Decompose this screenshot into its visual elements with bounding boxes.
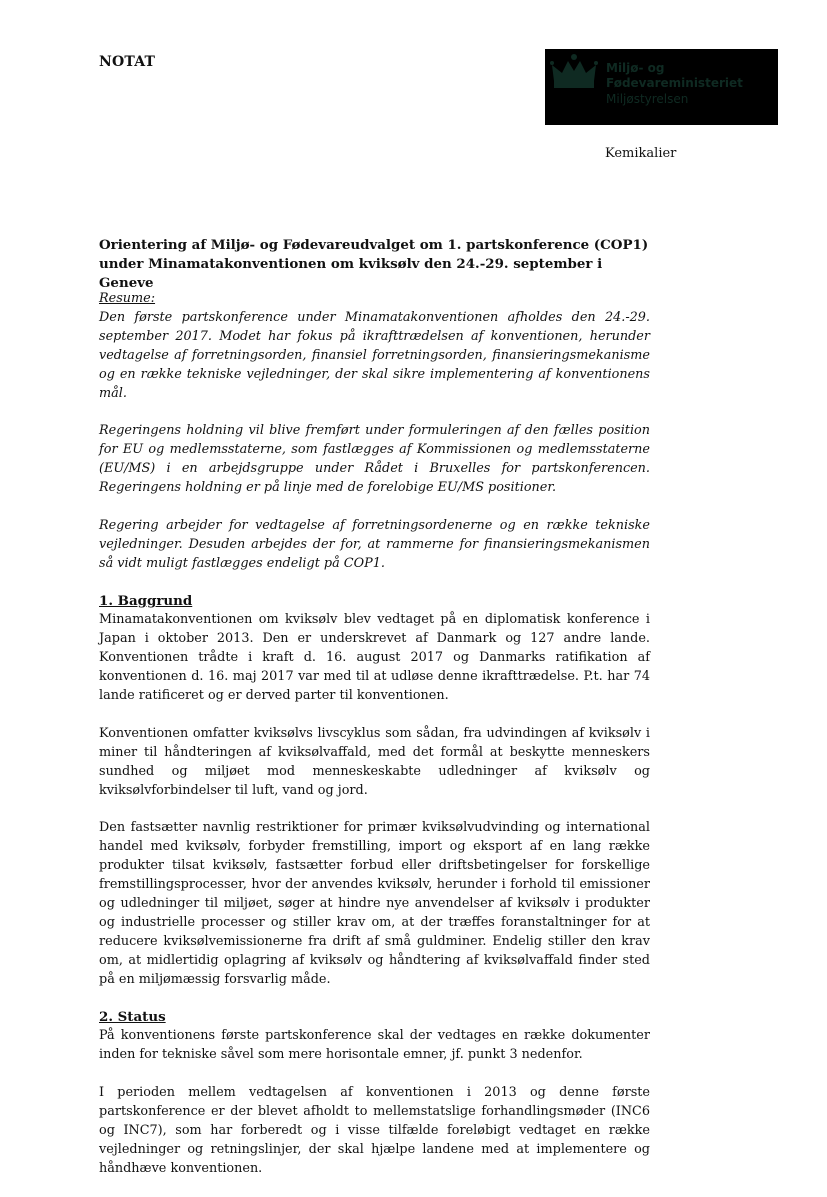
section-paragraph: Den fastsætter navnlig restriktioner for primær kviksølvudvinding og international handel med kviksølv, forbyder fremstilling, import og eksport af en lang række produkter tilsat kviksølv, fastsætter forbud eller driftsbetingelser for forskellige fremstillingsprocesser, hvor der anvendes kviksølv, herunder i forhold til emissioner og udledninger til miljøet, søger at hindre nye anvendelser af kviksølv i produkter og industrielle processer og stiller krav om, at der træffes foranstaltninger for at reducere kviksølvemissionerne fra drift af små guldminer. Endelig stiller den krav om, at midlertidig oplagring af kviksølv og håndtering af kviksølvaffald finder sted på en miljømæssig forsvarlig måde. xyxy=(99,820,650,987)
section-status xyxy=(99,1008,650,1178)
logo-line-3: Miljøstyrelsen xyxy=(606,92,689,106)
ministry-logo xyxy=(545,49,778,125)
section-heading: 2. Status xyxy=(99,1009,166,1026)
section-heading: 1. Baggrund xyxy=(99,593,193,610)
crown-icon xyxy=(548,53,600,93)
resume-section xyxy=(99,290,650,574)
resume-paragraph: Regeringens holdning vil blive fremført under formuleringen af den fælles position for EU og medlemsstaterne, som fastlægges af Kommissionen og medlemsstaterne (EU/MS) i en arbejdsgruppe under Rådet i Bruxelles for partskonferencen. Regeringens holdning er på linje med de forelobige EU/MS positioner. xyxy=(99,423,650,496)
section-paragraph: Minamatakonventionen om kviksølv blev vedtaget på en diplomatisk konference i Japan i oktober 2013. Den er underskrevet af Danmark og 127 andre lande. Konventionen trådte i kraft d. 16. august 2017 og Danmarks ratifikation af konventionen d. 16. maj 2017 var med til at udløse denne ikrafttrædelse. P.t. har 74 lande ratificeret og er derved parter til konventionen. xyxy=(99,612,650,703)
section-paragraph: Konventionen omfatter kviksølvs livscyklus som sådan, fra udvindingen af kviksølv i miner til håndteringen af kviksølvaffald, med det formål at beskytte menneskers sundhed og miljøet mod menneskeskabte udledninger af kviksølv og kviksølvforbindelser til luft, vand og jord. xyxy=(99,725,650,798)
document-title: Orientering af Miljø- og Fødevareudvalget om 1. partskonference (COP1) under Minamatakonventionen om kviksølv den 24.-29. september i Geneve xyxy=(99,237,649,291)
resume-label: Resume: xyxy=(99,291,156,306)
section-baggrund xyxy=(99,592,650,989)
logo-line-1: Miljø- og xyxy=(606,61,665,75)
resume-paragraph: Den første partskonference under Minamatakonventionen afholdes den 24.-29. september 2017. Modet har fokus på ikrafttrædelsen af konventionen, herunder vedtagelse af forretningsorden, finansiel forretningsorden, finansieringsmekanisme og en række tekniske vejledninger, der skal sikre implementering af konventionens mål. xyxy=(99,309,650,401)
resume-paragraph: Regering arbejder for vedtagelse af forretningsordenerne og en række tekniske vejledninger. Desuden arbejdes der for, at rammerne for finansieringsmekanismen så vidt muligt fastlægges endeligt på COP1. xyxy=(99,517,650,571)
document-body xyxy=(99,290,650,1197)
logo-line-2: Fødevareministeriet xyxy=(606,76,743,90)
section-paragraph: På konventionens første partskonference skal der vedtages en række dokumenter inden for tekniske såvel som mere horisontale emner, jf. punkt 3 nedenfor. xyxy=(99,1028,650,1063)
section-paragraph: I perioden mellem vedtagelsen af konventionen i 2013 og denne første partskonference er der blevet afholdt to mellemstatslige forhandlingsmøder (INC6 og INC7), som har forberedt og i visse tilfælde foreløbigt vedtaget en række vejledninger og retningslinjer, der skal hjælpe landene med at implementere og håndhæve konventionen. xyxy=(99,1084,650,1176)
department-label: Kemikalier xyxy=(605,146,677,161)
document-type-label: NOTAT xyxy=(99,54,156,70)
